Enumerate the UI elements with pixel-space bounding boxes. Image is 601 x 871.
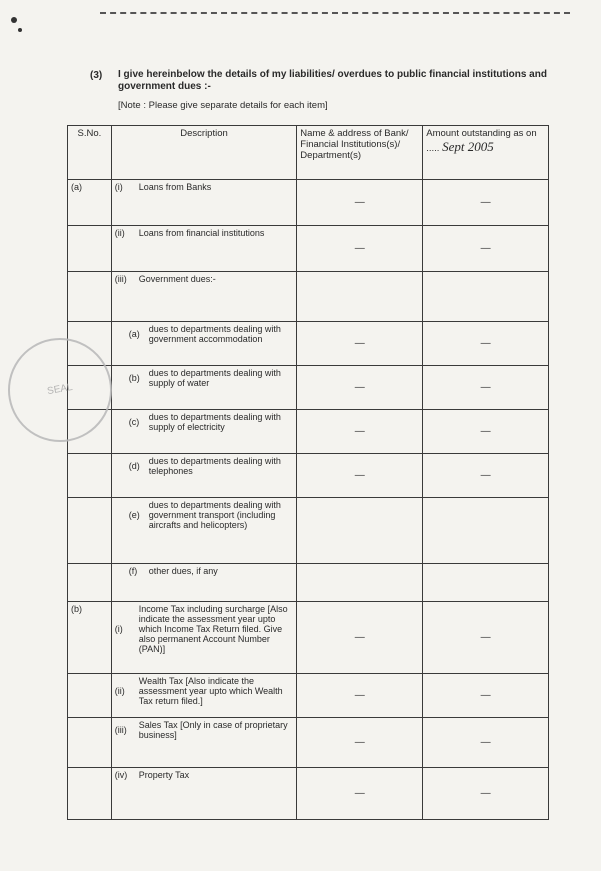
top-border-strip xyxy=(100,0,570,14)
table-row xyxy=(68,180,549,226)
table-row xyxy=(68,226,549,272)
row-description xyxy=(111,322,297,366)
table-row xyxy=(68,768,549,820)
row-amount: — xyxy=(423,180,549,226)
header-amount-label: Amount outstanding as on ..... xyxy=(426,128,537,154)
row-description-text: Sales Tax [Only in case of proprietary business] xyxy=(138,720,288,740)
row-name-address xyxy=(297,498,423,564)
row-alpha-index: (c) xyxy=(128,417,140,427)
row-sno xyxy=(68,226,112,272)
row-roman-index: (i) xyxy=(114,624,123,634)
row-description-text: Income Tax including surcharge [Also indicate the assessment year upto which Income Tax Return filed. Give also permanent Account Number (PAN)] xyxy=(138,604,288,654)
row-description xyxy=(111,410,297,454)
row-name-address: — xyxy=(297,674,423,718)
row-amount: — xyxy=(423,454,549,498)
row-alpha-index: (f) xyxy=(128,566,138,576)
table-row xyxy=(68,718,549,768)
row-description xyxy=(111,498,297,564)
row-description-text: dues to departments dealing with supply of electricity xyxy=(148,412,281,432)
row-sno xyxy=(68,768,112,820)
header-name-address: Name & address of Bank/ Financial Institutions(s)/ Department(s) xyxy=(297,126,423,180)
row-description-text: dues to departments dealing with government accommodation xyxy=(148,324,281,344)
row-name-address: — xyxy=(297,768,423,820)
amount-date-handwritten: Sept 2005 xyxy=(442,139,494,154)
header-amount xyxy=(423,126,549,180)
row-amount: — xyxy=(423,322,549,366)
row-description xyxy=(111,602,297,674)
row-sno: (a) xyxy=(68,180,112,226)
paragraph-number: (3) xyxy=(90,70,103,81)
row-amount: — xyxy=(423,718,549,768)
row-name-address: — xyxy=(297,226,423,272)
row-sno xyxy=(68,564,112,602)
row-amount xyxy=(423,498,549,564)
row-sno xyxy=(68,272,112,322)
row-description-text: Loans from financial institutions xyxy=(138,228,265,238)
table-row xyxy=(68,410,549,454)
row-name-address: — xyxy=(297,454,423,498)
row-alpha-index: (a) xyxy=(128,329,140,339)
row-description xyxy=(111,226,297,272)
row-description-text: other dues, if any xyxy=(148,566,218,576)
row-sno xyxy=(68,498,112,564)
row-description-text: dues to departments dealing with government transport (including aircrafts and helicopters) xyxy=(148,500,281,530)
row-amount: — xyxy=(423,366,549,410)
row-name-address: — xyxy=(297,180,423,226)
table-row xyxy=(68,454,549,498)
row-roman-index: (i) xyxy=(114,182,123,192)
row-amount xyxy=(423,564,549,602)
table-row xyxy=(68,602,549,674)
row-description-text: dues to departments dealing with supply of water xyxy=(148,368,281,388)
table-header-row xyxy=(68,126,549,180)
row-description xyxy=(111,366,297,410)
row-amount: — xyxy=(423,226,549,272)
row-sno xyxy=(68,674,112,718)
note-text: [Note : Please give separate details for each item] xyxy=(118,100,328,111)
row-description xyxy=(111,272,297,322)
row-sno: (b) xyxy=(68,602,112,674)
table-row xyxy=(68,272,549,322)
row-description-text: Wealth Tax [Also indicate the assessment year upto which Wealth Tax return filed.] xyxy=(138,676,283,706)
row-description xyxy=(111,180,297,226)
row-description xyxy=(111,454,297,498)
row-description xyxy=(111,718,297,768)
table-row xyxy=(68,564,549,602)
row-name-address: — xyxy=(297,322,423,366)
row-sno xyxy=(68,454,112,498)
row-alpha-index: (b) xyxy=(128,373,140,383)
row-name-address: — xyxy=(297,718,423,768)
row-roman-index: (ii) xyxy=(114,686,125,696)
table-row xyxy=(68,366,549,410)
table-row xyxy=(68,498,549,564)
row-alpha-index: (d) xyxy=(128,461,140,471)
row-amount: — xyxy=(423,674,549,718)
row-sno xyxy=(68,718,112,768)
row-description-text: Government dues:- xyxy=(138,274,216,284)
row-description-text: dues to departments dealing with telephones xyxy=(148,456,281,476)
header-description: Description xyxy=(111,126,297,180)
row-amount xyxy=(423,272,549,322)
row-description-text: Property Tax xyxy=(138,770,190,780)
liabilities-table xyxy=(67,125,549,820)
punch-holes-icon xyxy=(8,14,28,34)
table-row xyxy=(68,674,549,718)
office-stamp: SEAL xyxy=(0,330,120,450)
row-description-text: Loans from Banks xyxy=(138,182,212,192)
row-description xyxy=(111,768,297,820)
row-name-address xyxy=(297,564,423,602)
row-roman-index: (ii) xyxy=(114,228,125,238)
row-amount: — xyxy=(423,602,549,674)
table-row xyxy=(68,322,549,366)
row-description xyxy=(111,564,297,602)
row-amount: — xyxy=(423,768,549,820)
row-name-address: — xyxy=(297,366,423,410)
row-alpha-index: (e) xyxy=(128,510,140,520)
paragraph-intro: I give hereinbelow the details of my liabilities/ overdues to public financial institutions and government dues :- xyxy=(118,69,547,92)
row-name-address: — xyxy=(297,410,423,454)
row-amount: — xyxy=(423,410,549,454)
row-name-address: — xyxy=(297,602,423,674)
row-roman-index: (iii) xyxy=(114,274,127,284)
row-name-address xyxy=(297,272,423,322)
header-sno: S.No. xyxy=(68,126,112,180)
row-roman-index: (iii) xyxy=(114,725,127,735)
row-roman-index: (iv) xyxy=(114,770,128,780)
row-description xyxy=(111,674,297,718)
